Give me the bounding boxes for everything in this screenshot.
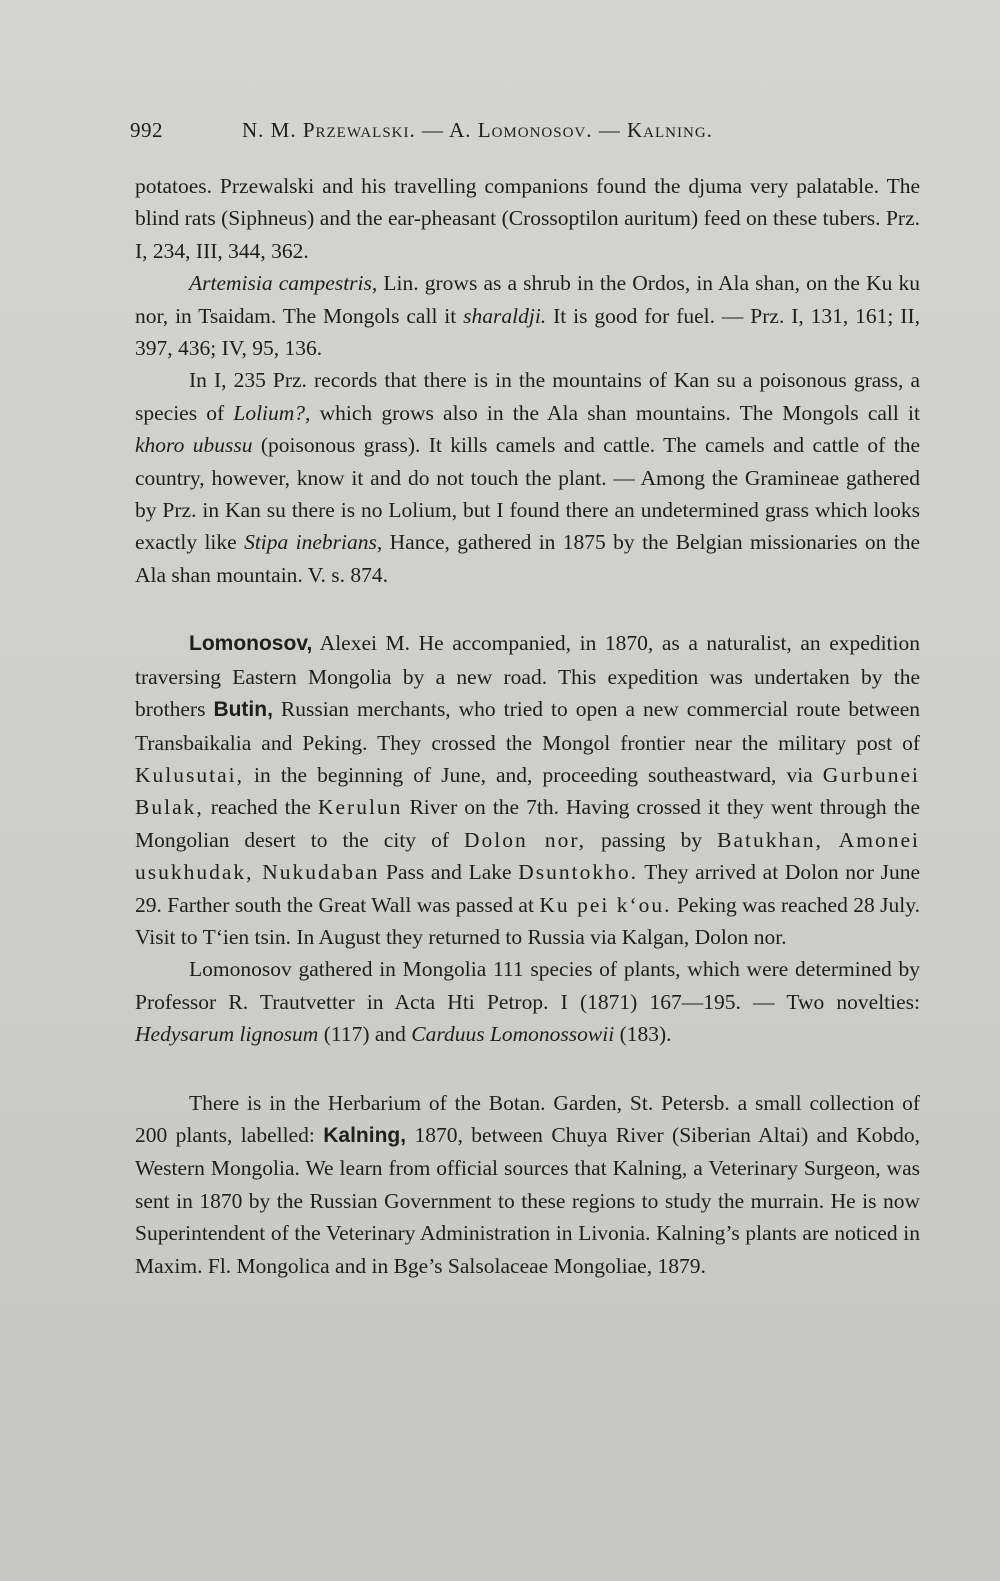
species-name: Carduus Lomonossowii: [411, 1022, 615, 1047]
text-run: In I, 235 Prz. records that there is in the mountains of Kan su a poisonous grass, a species of: [135, 368, 920, 425]
text-run: Hance, gathered in 1875 by the Belgian missionaries on the Ala shan mountain. V. s. 874.: [135, 530, 920, 587]
place-name: Kulusutai,: [135, 762, 244, 787]
place-name: Dolon nor,: [464, 827, 586, 852]
text-run: River on the 7th. Having crossed it they went through the Mongolian desert to the city of: [135, 795, 920, 852]
place-name: Ku pei k‘ou.: [539, 892, 672, 917]
page-number: 992: [130, 118, 163, 142]
entry-heading-kalning: Kalning,: [323, 1123, 407, 1147]
text-run: (poisonous grass). It kills camels and cattle. The camels and cattle of the country, however, know it and do not touch the plant. — Among the Gramineae gathered by Prz. in Kan su there is no Lolium, but I found there an undetermined grass which looks exactly like: [135, 433, 920, 555]
text-run: (183).: [614, 1022, 672, 1047]
paragraph-lomonosov-plants: [135, 953, 920, 1050]
paragraph-artemisia: [135, 267, 920, 364]
text-run: passing by: [586, 827, 718, 852]
text-run: Alexei M. He accompanied, in 1870, as a naturalist, an expedition traversing Eastern Mongolia by a new road. This expedition was undertaken by the brothers: [135, 631, 920, 722]
text-run: There is in the Herbarium of the Botan. Garden, St. Petersb. a small collection of 200 plants, labelled:: [135, 1090, 920, 1147]
mongol-name: sharaldji.: [463, 303, 547, 328]
place-name: Gurbunei Bulak,: [135, 762, 920, 820]
text-run: They arrived at Dolon nor June 29. Farther south the Great Wall was passed at: [135, 860, 920, 917]
species-name: Hedysarum lignosum: [135, 1022, 319, 1047]
entry-heading-lomonosov: Lomonosov,: [189, 632, 313, 656]
text-run: in the beginning of June, and, proceeding southeastward, via: [243, 762, 823, 787]
text-run: Peking was reached 28 July. Visit to T‘ien tsin. In August they returned to Russia via Kalgan, Dolon nor.: [135, 892, 920, 949]
running-title: N. M. Przewalski. — A. Lomonosov. — Kalning.: [242, 118, 713, 142]
text-run: (117) and: [318, 1022, 412, 1047]
text-run: reached the: [203, 795, 318, 820]
section-gap: [135, 1051, 920, 1087]
species-name: Artemisia campestris,: [189, 271, 378, 296]
running-header: [130, 118, 920, 150]
text-run: Pass and Lake: [379, 860, 519, 885]
text-run: Russian merchants, who tried to open a new commercial route between Transbaikalia and Peking. They crossed the Mongol frontier near the military post of: [135, 697, 921, 755]
text-run: Lin. grows as a shrub in the Ordos, in Ala shan, on the Ku ku nor, in Tsaidam. The Mongols call it: [135, 271, 920, 328]
paragraph-lolium: [135, 364, 920, 591]
place-name: Batukhan, Amonei usukhudak, Nukudaban: [135, 827, 920, 885]
text-run: potatoes. Przewalski and his travelling companions found the djuma very palatable. The blind rats (Siphneus) and the ear-pheasant (Crossoptilon auritum) feed on these tubers. Prz. I, 234, III, 344, 362.: [135, 174, 920, 263]
page-body: [135, 170, 920, 1282]
species-name: Stipa inebrians,: [244, 530, 383, 555]
paragraph-lomonosov: [135, 627, 920, 953]
mongol-name: khoro ubussu: [135, 433, 253, 458]
text-run: 1870, between Chuya River (Siberian Altai) and Kobdo, Western Mongolia. We learn from official sources that Kalning, a Veterinary Surgeon, was sent in 1870 by the Russian Government to these regions to study the murrain. He is now Superintendent of the Veterinary Administration in Livonia. Kalning’s plants are noticed in Maxim. Fl. Mongolica and in Bge’s Salsolaceae Mongoliae, 1879.: [135, 1122, 920, 1278]
place-name: Kerulun: [317, 795, 403, 820]
text-run: Lomonosov gathered in Mongolia 111 species of plants, which were determined by Professor R. Trautvetter in Acta Hti Petrop. I (1871) 167—195. — Two novelties:: [135, 957, 920, 1014]
paragraph-kalning: [135, 1087, 920, 1282]
entry-name-butin: Butin,: [213, 698, 273, 722]
species-name: Lolium?: [233, 400, 306, 425]
place-name: Dsuntokho.: [518, 860, 638, 885]
paragraph-potatoes: [135, 170, 920, 267]
text-run: It is good for fuel. — Prz. I, 131, 161; II, 397, 436; IV, 95, 136.: [135, 303, 920, 361]
text-run: , which grows also in the Ala shan mountains. The Mongols call it: [305, 400, 920, 425]
section-gap: [135, 591, 920, 627]
